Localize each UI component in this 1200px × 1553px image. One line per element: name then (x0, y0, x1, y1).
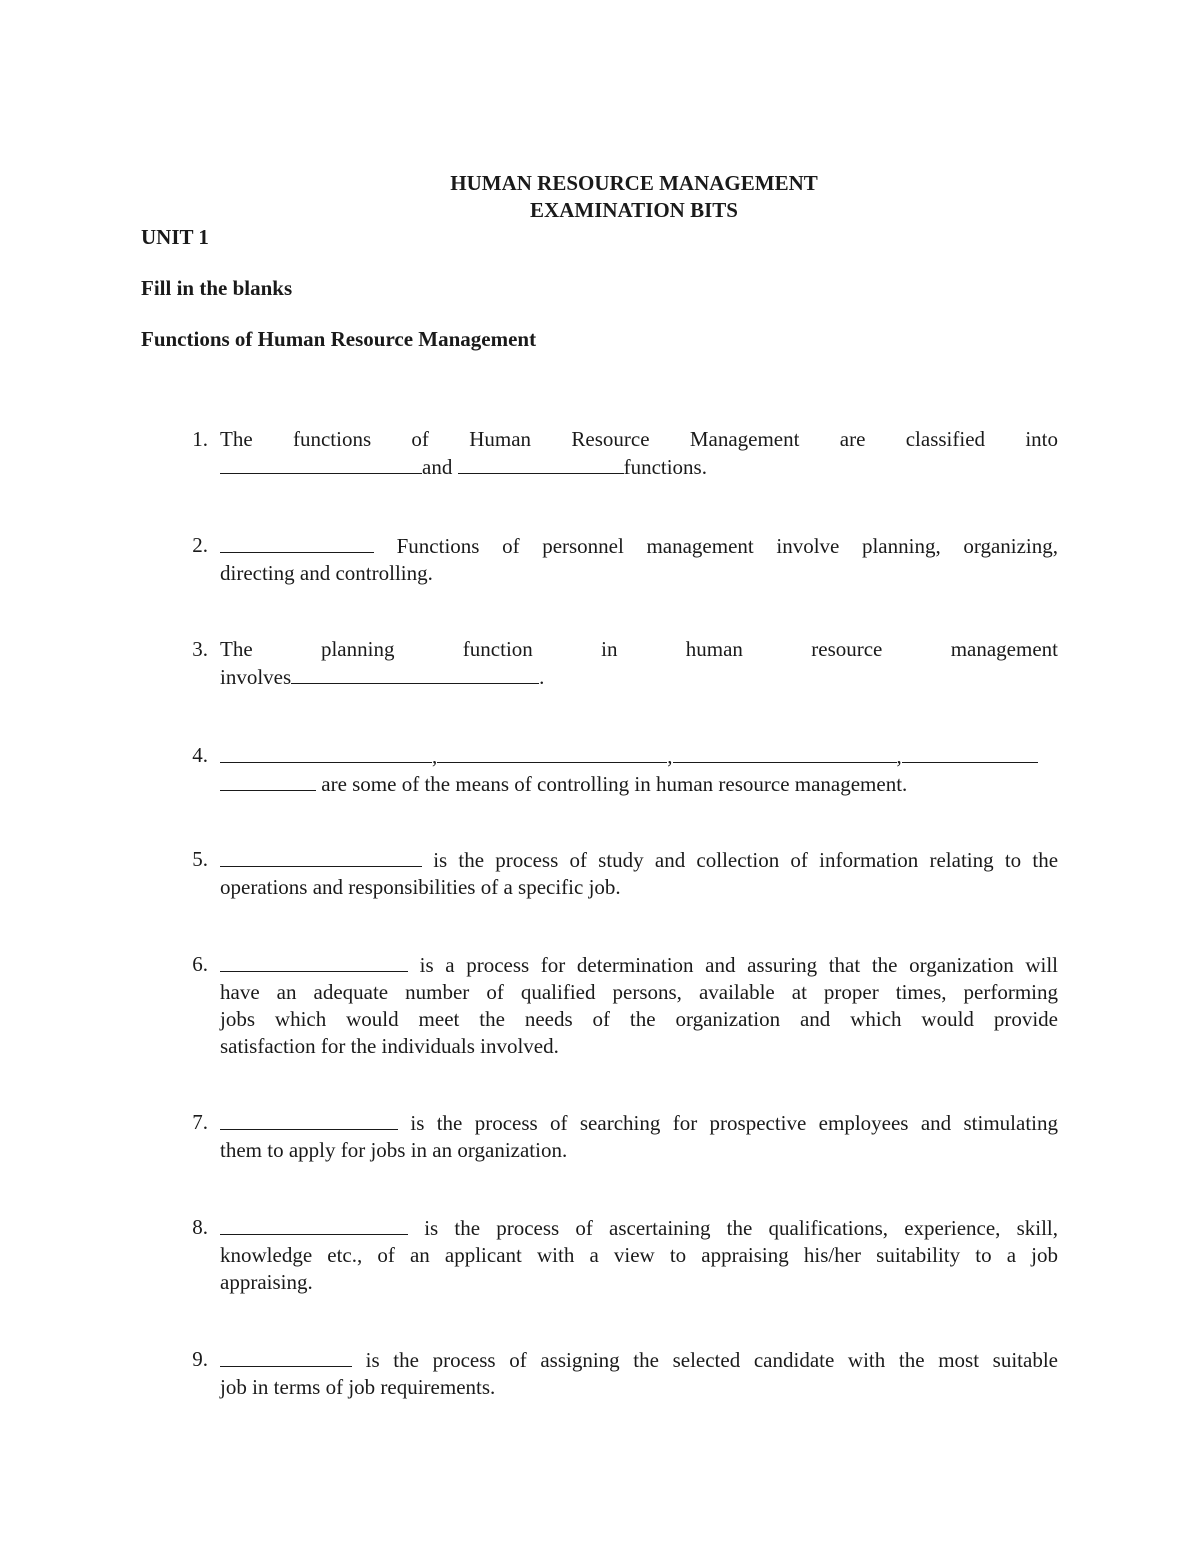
unit-heading: UNIT 1 (141, 225, 209, 249)
answer-blank (220, 1214, 408, 1235)
question-fragment: is the process of study and collection of information relating to the (433, 848, 1059, 872)
question-line: job in terms of job requirements. (220, 1375, 496, 1399)
question-text (220, 742, 1058, 798)
answer-blank (220, 951, 408, 972)
question-number: 3. (192, 637, 208, 661)
question-fragment: . (539, 665, 545, 689)
answer-blank (220, 742, 432, 763)
answer-blank (437, 742, 667, 763)
question-line: them to apply for jobs in an organization. (220, 1138, 568, 1162)
question-line: The functions of Human Resource Management are classified into (220, 427, 1058, 451)
topic-heading: Functions of Human Resource Management (141, 327, 537, 351)
answer-blank (220, 1109, 398, 1130)
question-text (220, 846, 1058, 901)
answer-blank (291, 663, 539, 684)
question-line: have an adequate number of qualified persons, available at proper times, performing (220, 980, 1058, 1004)
answer-blank (220, 846, 422, 867)
question-fragment: and (422, 455, 453, 479)
question-number: 8. (192, 1215, 208, 1239)
question-line (220, 663, 1058, 691)
answer-blank (220, 1346, 352, 1367)
question-line (220, 532, 1058, 560)
question-line: knowledge etc., of an applicant with a view to appraising his/her suitability to a job (220, 1243, 1058, 1267)
question-line (220, 453, 1058, 481)
question-number: 6. (192, 952, 208, 976)
section-heading: Fill in the blanks (141, 276, 293, 300)
question-number: 5. (192, 847, 208, 871)
answer-blank (458, 453, 624, 474)
question-line: operations and responsibilities of a specific job. (220, 875, 621, 899)
question-text (220, 1214, 1058, 1296)
question-fragment: functions. (623, 455, 707, 479)
question-line (220, 1214, 1058, 1242)
question-line (220, 1109, 1058, 1137)
answer-blank (220, 532, 374, 553)
question-line: directing and controlling. (220, 561, 433, 585)
question-line (220, 770, 1058, 798)
question-line: The planning function in human resource management (220, 637, 1058, 661)
question-line: jobs which would meet the needs of the organization and which would provide (220, 1007, 1058, 1031)
question-fragment: is a process for determination and assuring that the organization will (419, 953, 1058, 977)
question-line: satisfaction for the individuals involved. (220, 1034, 559, 1058)
question-line: appraising. (220, 1270, 313, 1294)
question-fragment: are some of the means of controlling in human resource management. (321, 772, 908, 796)
question-text (220, 951, 1058, 1060)
answer-blank (220, 453, 422, 474)
question-text (220, 1109, 1058, 1164)
answer-blank (902, 742, 1038, 763)
question-line (220, 1346, 1058, 1374)
question-text (220, 426, 1058, 481)
question-text (220, 532, 1058, 587)
question-fragment: is the process of ascertaining the qualifications, experience, skill, (424, 1216, 1059, 1240)
question-fragment: is the process of assigning the selected candidate with the most suitable (365, 1348, 1058, 1372)
question-line (220, 846, 1058, 874)
question-fragment: involves (220, 665, 292, 689)
question-number: 1. (192, 427, 208, 451)
question-text (220, 1346, 1058, 1401)
question-line (220, 951, 1058, 979)
question-number: 4. (192, 743, 208, 767)
question-text (220, 636, 1058, 691)
question-fragment: Functions of personnel management involve planning, organizing, (396, 534, 1059, 558)
document-title: HUMAN RESOURCE MANAGEMENT (450, 171, 818, 195)
answer-blank (673, 742, 897, 763)
answer-blank (220, 770, 316, 791)
question-line: , , , (220, 742, 1058, 770)
document-subtitle: EXAMINATION BITS (530, 198, 738, 222)
question-number: 2. (192, 533, 208, 557)
question-number: 9. (192, 1347, 208, 1371)
question-fragment: is the process of searching for prospective employees and stimulating (410, 1111, 1059, 1135)
question-number: 7. (192, 1110, 208, 1134)
